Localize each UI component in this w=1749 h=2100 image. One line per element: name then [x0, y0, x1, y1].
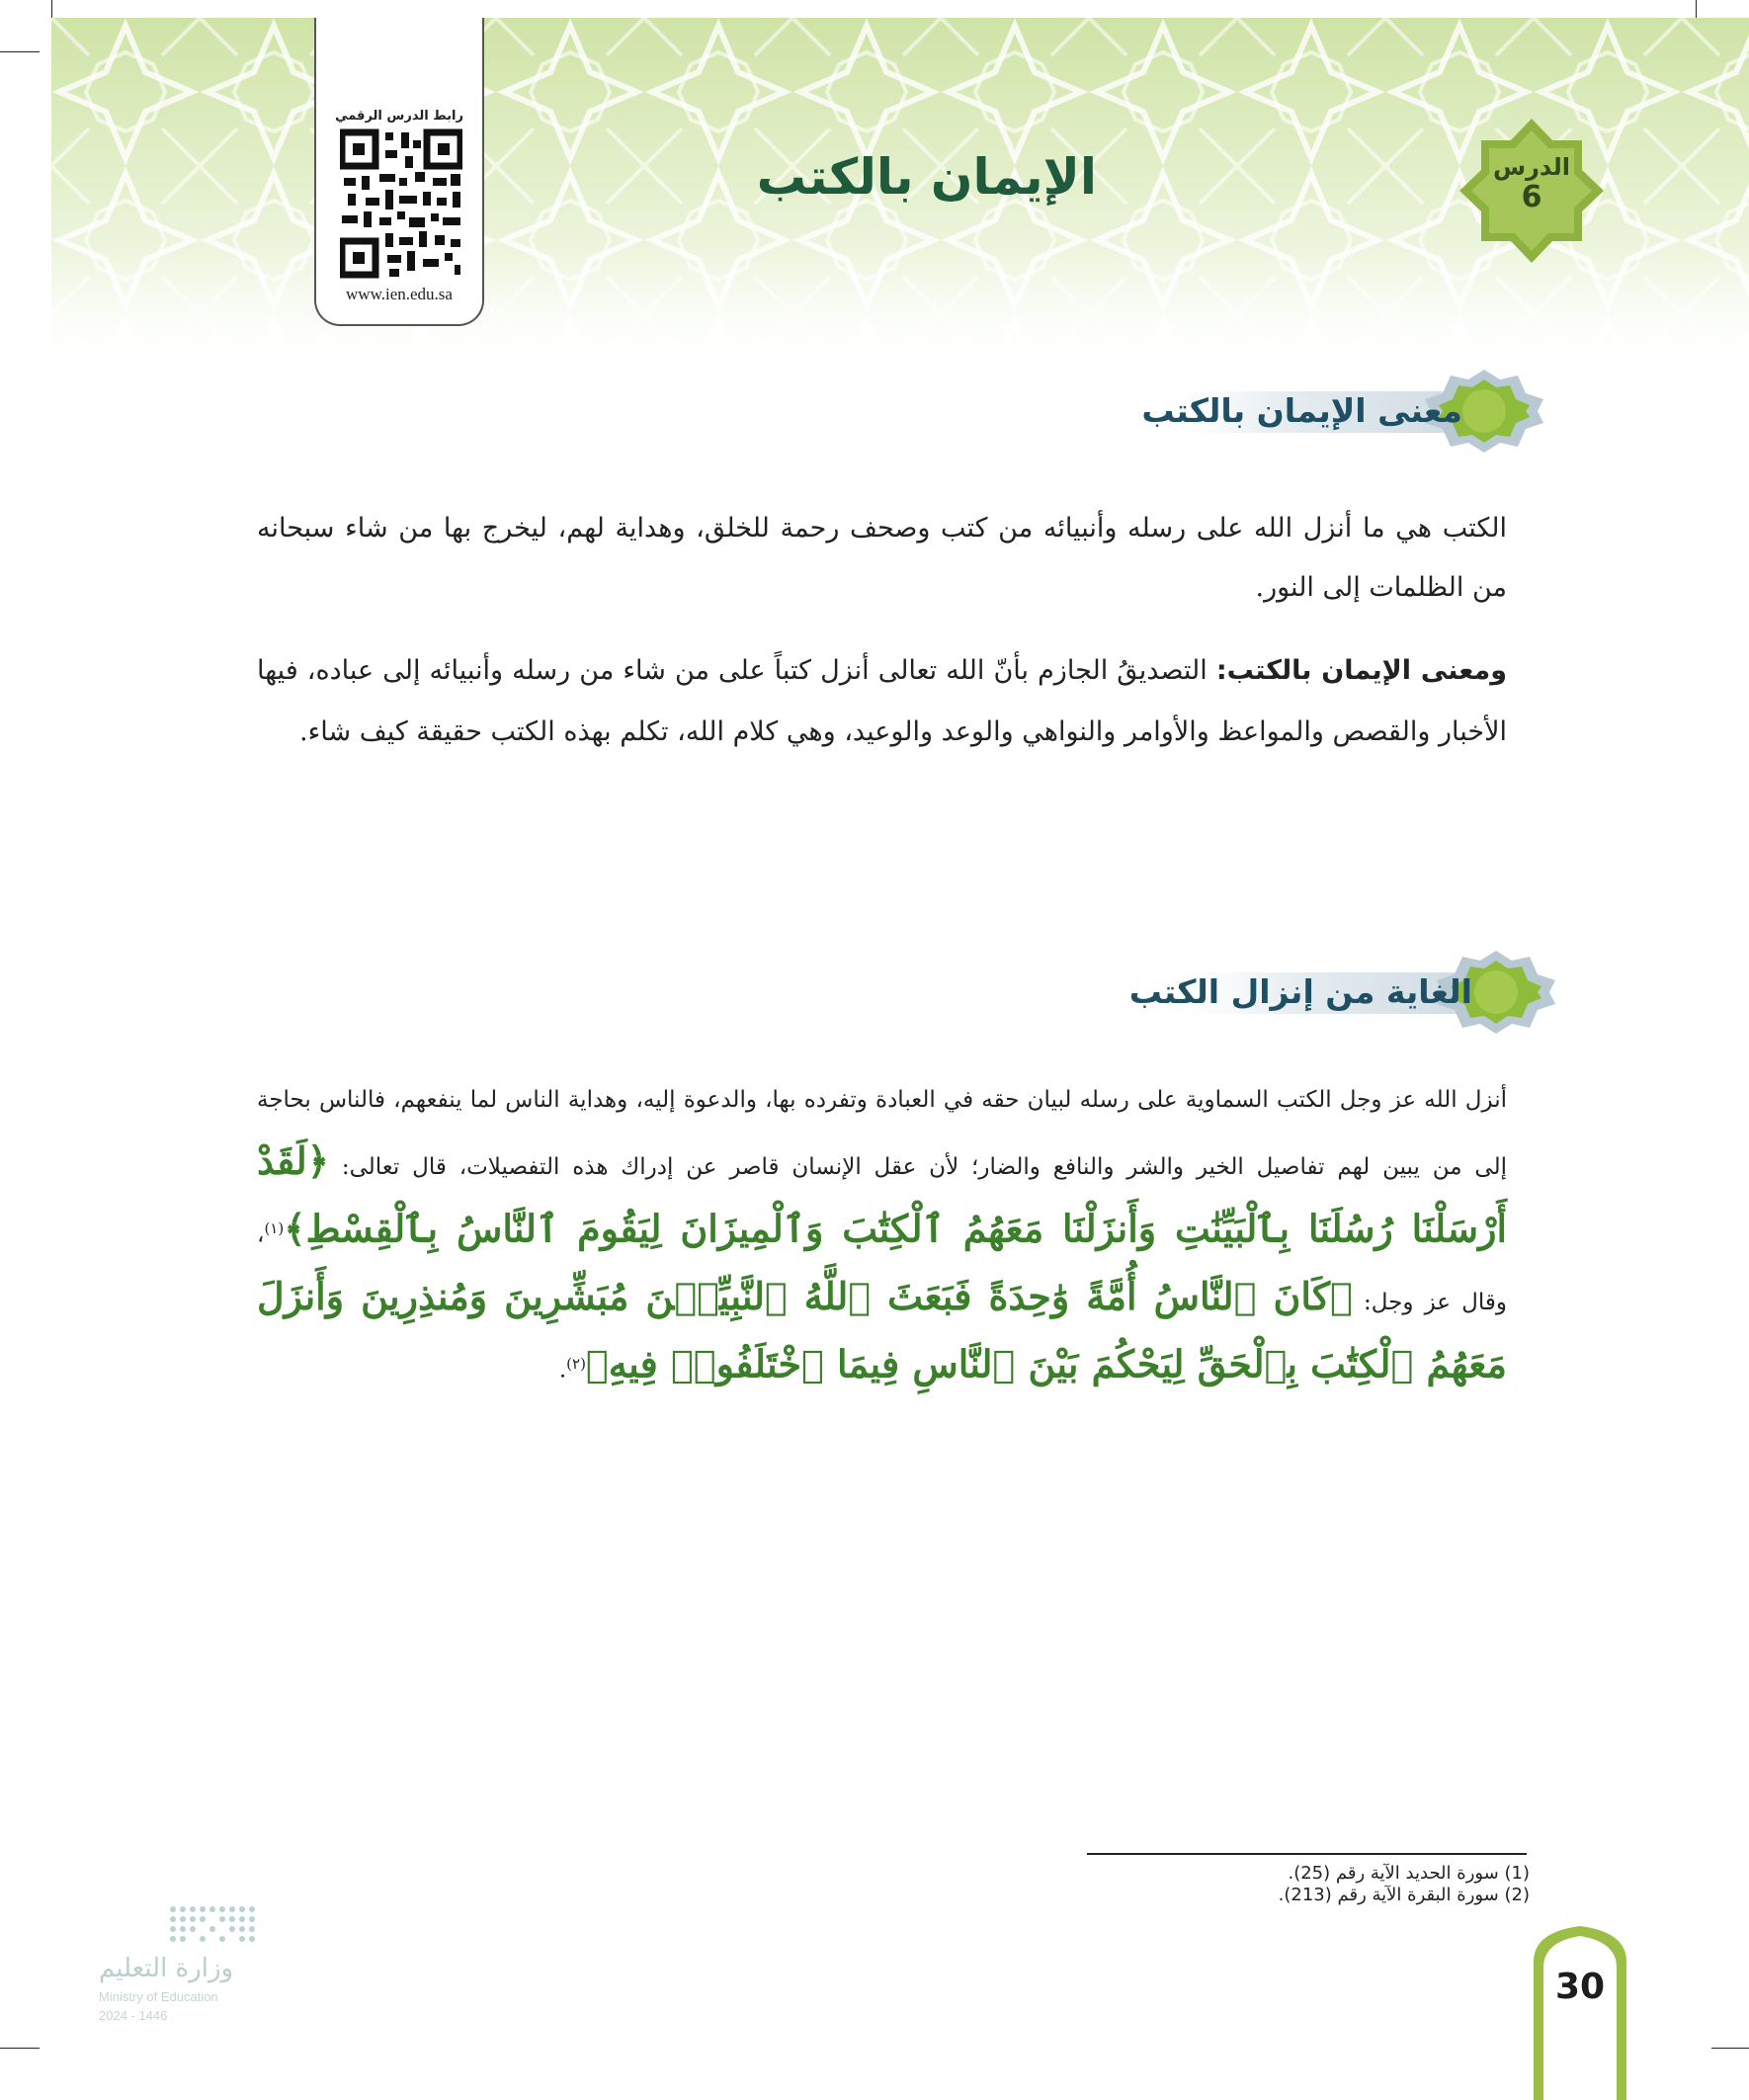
paragraph-definition: الكتب هي ما أنزل الله على رسله وأنبيائه من كتب وصحف رحمة للخلق، وهداية لهم، ليخرج بها من شاء سبحانه من الظلمات إلى النور. [257, 513, 1507, 603]
ministry-name-en: Ministry of Education [99, 1989, 218, 2004]
quran-verse-1: ﴿لَقَدْ أَرْسَلْنَا رُسُلَنَا بِٱلْبَيِّنَٰتِ وَأَنزَلْنَا مَعَهُمُ ٱلْكِتَٰبَ وَٱلْمِيزَانَ لِيَقُومَ ٱلنَّاسُ بِٱلْقِسْطِ﴾ [257, 1138, 1507, 1251]
ministry-year: 2024 - 1446 [99, 2008, 168, 2023]
lesson-word: الدرس [1492, 153, 1571, 181]
purpose-middle: ، وقال عز وجل: [257, 1221, 1507, 1315]
page-number: 30 [1554, 1967, 1606, 2007]
purpose-intro: أنزل الله عز وجل الكتب السماوية على رسله لبيان حقه في العبادة وتفرده بها، والدعوة إليه، وهداية الناس لما ينفعهم، فالناس بحاجة إلى من يبين لهم تفاصيل الخير والشر والنافع والضار؛ لأن عقل الإنسان قاصر عن إدراك هذه التفصيلات، قال تعالى: [257, 1087, 1507, 1180]
page-title: الإيمان بالكتب [756, 148, 1097, 206]
lesson-number: 6 [1521, 180, 1542, 214]
qr-code-icon[interactable] [340, 128, 462, 279]
qr-url[interactable]: www.ien.edu.sa [346, 285, 453, 303]
footnote-divider [1087, 1853, 1527, 1855]
quran-verse-2: ﴿كَانَ ٱلنَّاسُ أُمَّةً وَٰحِدَةً فَبَعَثَ ٱللَّهُ ٱلنَّبِيِّـۧنَ مُبَشِّرِينَ وَمُنذِرِينَ وَأَنزَلَ مَعَهُمُ ٱلْكِتَٰبَ بِٱلْحَقِّ لِيَحْكُمَ بَيْنَ ٱلنَّاسِ فِيمَا ٱخْتَلَفُوا۟ فِيهِ﴾ [257, 1273, 1507, 1386]
meaning-term: ومعنى الإيمان بالكتب: [1215, 655, 1507, 686]
paragraph-meaning [257, 640, 1507, 763]
footnote-1: (1) سورة الحديد الآية رقم (25). [1288, 1863, 1530, 1884]
footnote-ref-1: (١) [264, 1219, 285, 1237]
footnote-ref-2: (٢) [566, 1354, 586, 1373]
crop-mark [0, 51, 40, 52]
qr-card[interactable] [314, 18, 484, 326]
page-number-tab [1530, 1922, 1630, 2100]
qr-label: رابط الدرس الرقمي [335, 109, 463, 124]
section-title-2: الغاية من إنزال الكتب [1128, 972, 1472, 1011]
section-title-1: معنى الإيمان بالكتب [1141, 391, 1462, 430]
crop-mark [1711, 2048, 1749, 2049]
lesson-badge [1458, 153, 1606, 214]
footnote-2: (2) سورة البقرة الآية رقم (213). [1278, 1885, 1530, 1905]
paragraph-purpose [257, 1069, 1507, 1400]
crop-mark [0, 2048, 40, 2049]
ministry-name-ar: وزارة التعليم [99, 1954, 234, 1983]
meaning-text: التصديقُ الجازم بأنّ الله تعالى أنزل كتباً على من شاء من رسله وأنبيائه إلى عباده، فيها الأخبار والقصص والمواعظ والأوامر والنواهي والوعد والوعيد، وهي كلام الله، تكلم بهذه الكتب حقيقة كيف شاء. [257, 655, 1507, 747]
purpose-end: . [558, 1357, 567, 1384]
